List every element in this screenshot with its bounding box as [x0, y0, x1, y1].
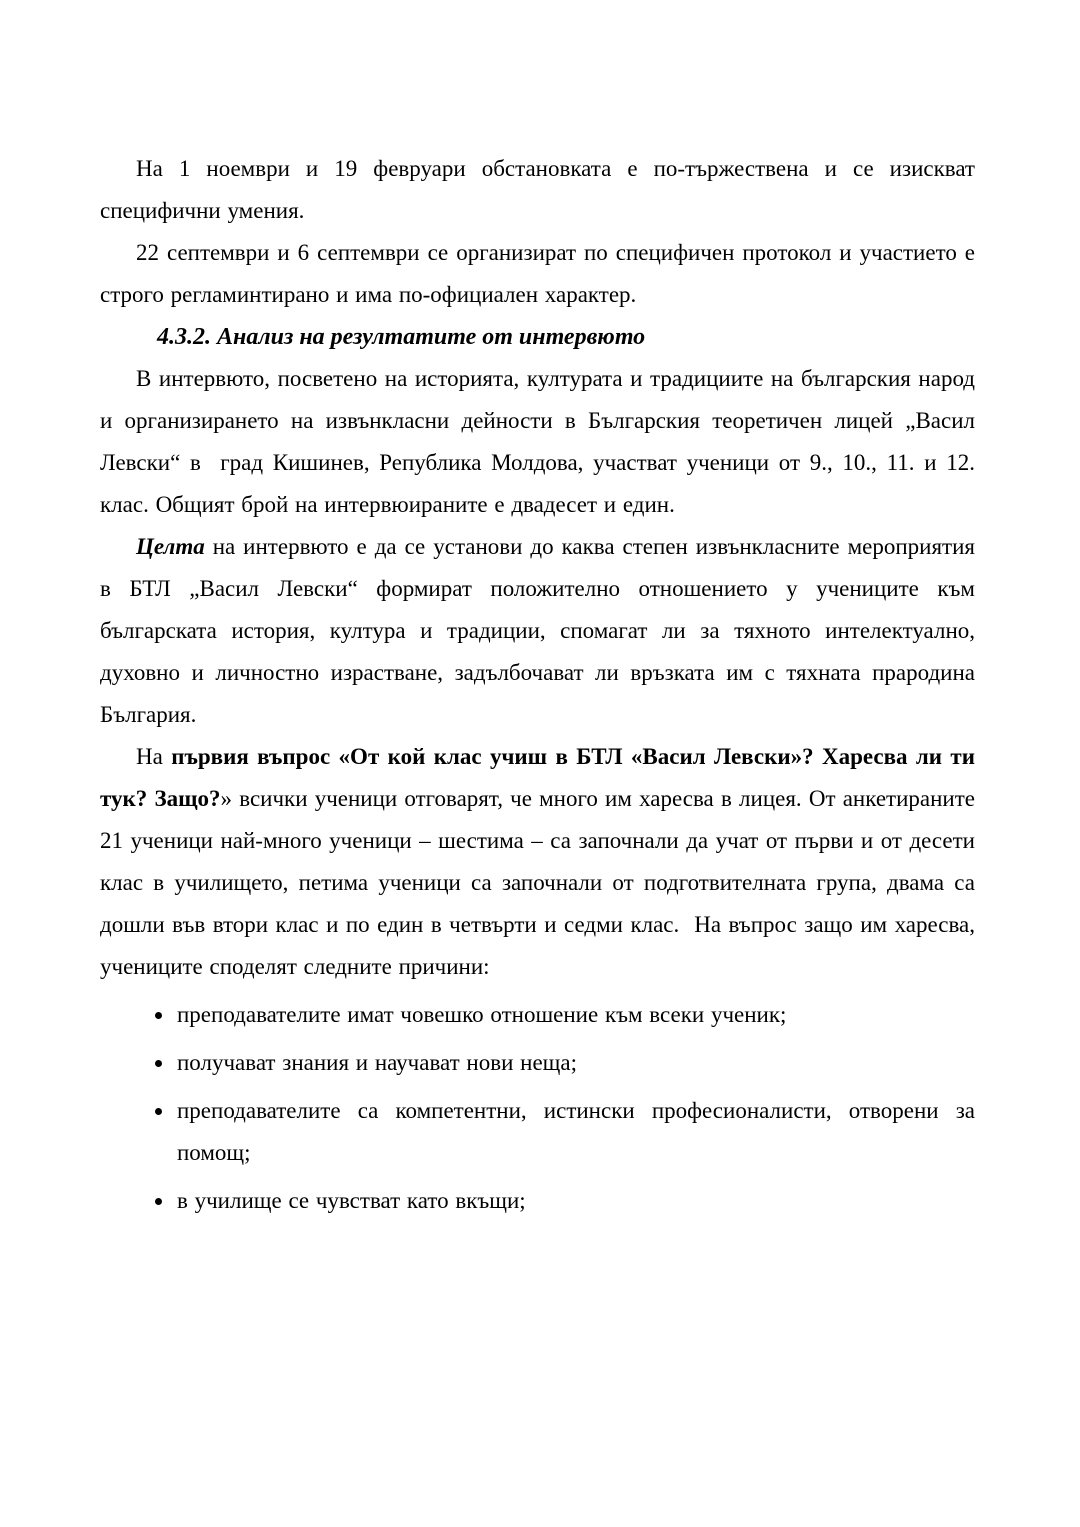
- document-content: [100, 148, 975, 1228]
- list-item: [175, 1180, 975, 1222]
- paragraph-ceremonies: [100, 148, 975, 232]
- list-item-text: преподавателите имат човешко отношение към всеки ученик;: [177, 1002, 787, 1027]
- list-item-text: преподавателите са компетентни, истински професионалисти, отворени за помощ;: [177, 1098, 975, 1165]
- paragraph-goal: [100, 526, 975, 736]
- paragraph-protocol: [100, 232, 975, 316]
- paragraph-lead-text: На: [136, 744, 172, 769]
- reasons-bullet-list: [100, 994, 975, 1222]
- list-item: [175, 1090, 975, 1174]
- section-heading-text: 4.3.2. Анализ на резултатите от интервюто: [157, 324, 646, 350]
- paragraph-text: 22 септември и 6 септември се организират по специфичен протокол и участието е строго регламинтирано и има по-официален характер.: [100, 240, 975, 307]
- paragraph-text: В интервюто, посветено на историята, културата и традициите на българския народ и организирането на извънкласни дейности в Българския теоретичен лицей „Васил Левски“ в град Кишинев, Република Молдова, участват ученици от 9., 10., 11. и 12. клас. Общият брой на интервюираните е двадесет и един.: [100, 366, 975, 517]
- section-heading-4-3-2: [100, 316, 975, 358]
- paragraph-first-question: [100, 736, 975, 988]
- list-item-text: получават знания и научават нови неща;: [177, 1050, 577, 1075]
- question-bold-text: първия въпрос «От кой клас учиш в БТЛ «Васил Левски»? Харесва ли ти тук? Защо?: [100, 744, 975, 811]
- list-item: [175, 1042, 975, 1084]
- goal-lead-text: Целта: [136, 534, 205, 559]
- paragraph-text: на интервюто е да се установи до каква степен извънкласните мероприятия в БТЛ „Васил Левски“ формират положително отношението у учениците към българската история, култура и традиции, спомагат ли за тяхното интелектуално, духовно и личностно израстване, задълбочават ли връзката им с тяхната прародина България.: [100, 534, 975, 727]
- paragraph-interview-intro: [100, 358, 975, 526]
- list-item: [175, 994, 975, 1036]
- list-item-text: в училище се чувстват като вкъщи;: [177, 1188, 526, 1213]
- paragraph-text: На 1 ноември и 19 февруари обстановката е по-тържествена и се изискват специфични умения.: [100, 156, 975, 223]
- paragraph-text: » всички ученици отговарят, че много им харесва в лицея. От анкетираните 21 ученици най-много ученици – шестима – са започнали да учат от първи и от десети клас в училището, петима ученици са започнали от подготвителната група, двама са дошли във втори клас и по един в четвърти и седми клас. На въпрос защо им харесва, учениците споделят следните причини:: [100, 786, 975, 979]
